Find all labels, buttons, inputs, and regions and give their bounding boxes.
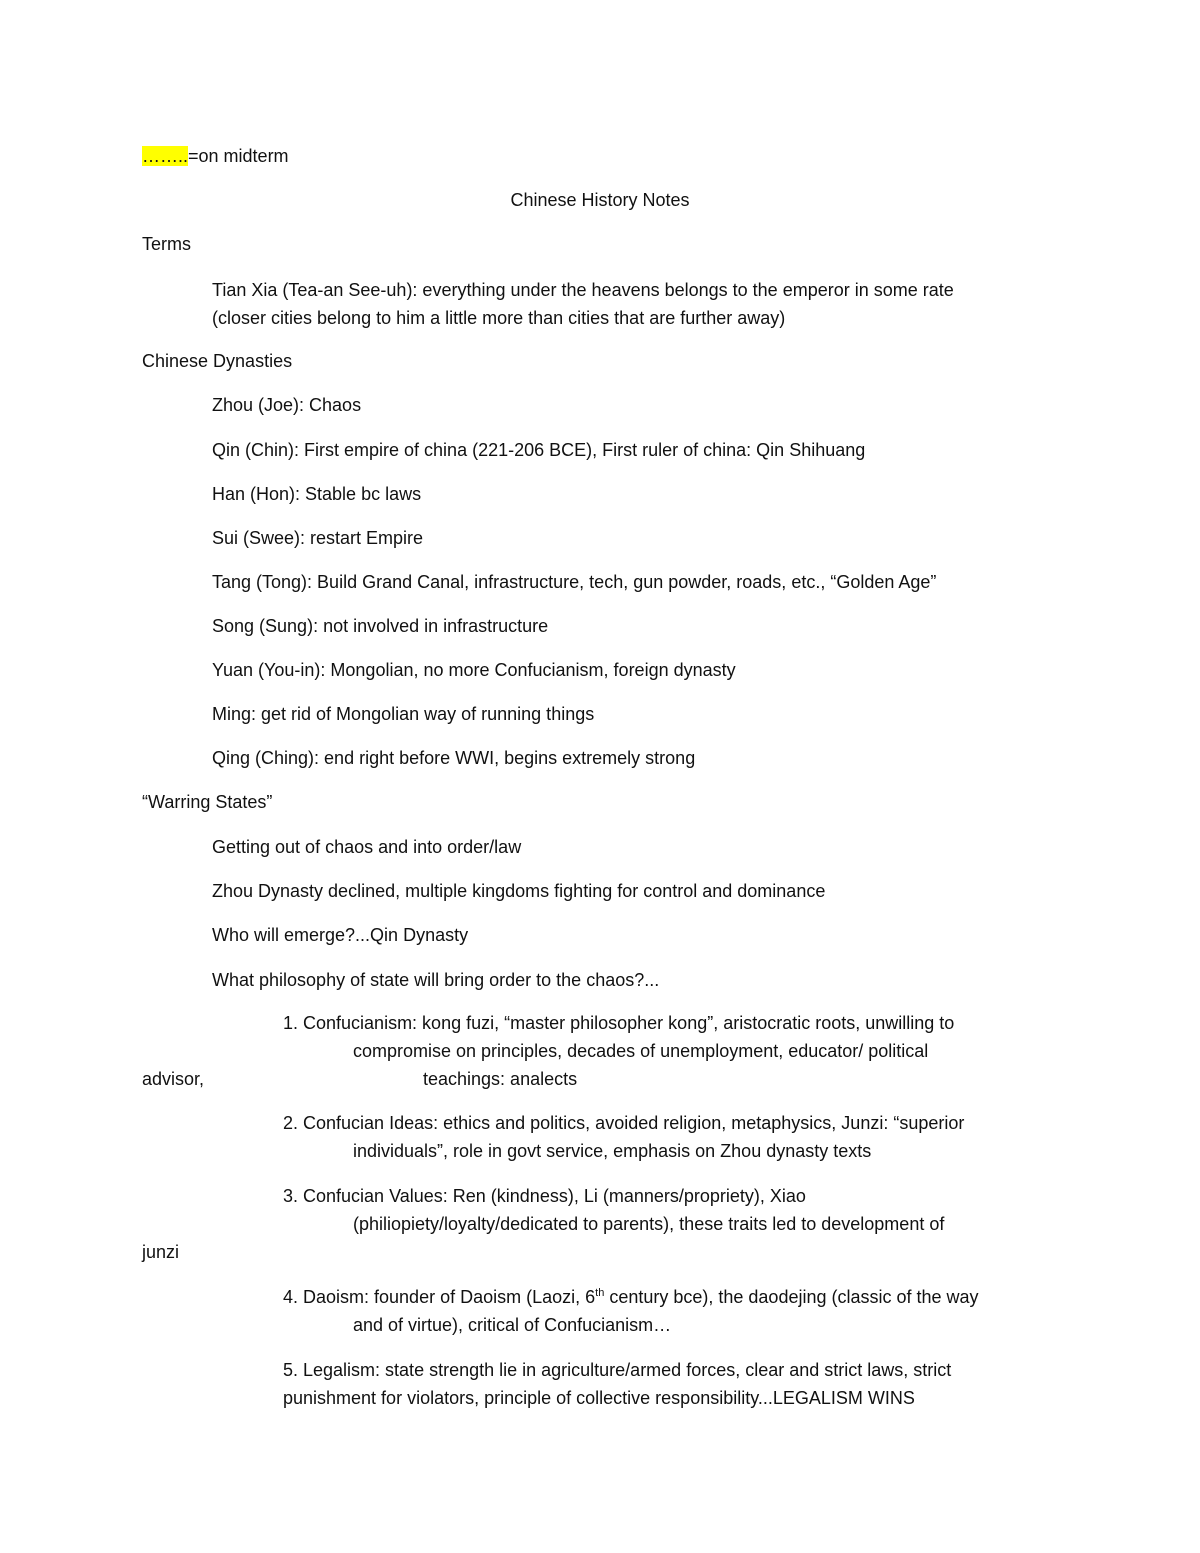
- warring-states-item: Getting out of chaos and into order/law: [212, 837, 522, 857]
- dynasty-item: Ming: get rid of Mongolian way of running things: [212, 704, 595, 724]
- daoism-text-b: century bce), the daodejing (classic of the way: [604, 1287, 979, 1307]
- philosophy-legalism-cont: punishment for violators, principle of collective responsibility...LEGALISM WINS: [283, 1388, 915, 1408]
- dynasty-item: Qin (Chin): First empire of china (221-206 BCE), First ruler of china: Qin Shihuang: [212, 440, 866, 460]
- dynasty-item: Tang (Tong): Build Grand Canal, infrastructure, tech, gun powder, roads, etc., “Golden Age”: [212, 572, 937, 592]
- term-tian-xia: Tian Xia (Tea-an See-uh): everything under the heavens belongs to the emperor in some rate: [212, 280, 954, 300]
- philosophy-daoism: [283, 1285, 979, 1309]
- dynasty-item: Zhou (Joe): Chaos: [212, 395, 362, 415]
- warring-states-item: What philosophy of state will bring order to the chaos?...: [212, 970, 660, 990]
- philosophy-confucian-ideas-cont: individuals”, role in govt service, emphasis on Zhou dynasty texts: [353, 1141, 872, 1161]
- term-tian-xia-continued: (closer cities belong to him a little more than cities that are further away): [212, 308, 786, 328]
- philosophy-legalism: 5. Legalism: state strength lie in agriculture/armed forces, clear and strict laws, strict: [283, 1360, 952, 1380]
- philosophy-confucianism-cont: compromise on principles, decades of unemployment, educator/ political: [353, 1041, 929, 1061]
- philosophy-confucianism: 1. Confucianism: kong fuzi, “master philosopher kong”, aristocratic roots, unwilling to: [283, 1013, 955, 1033]
- dynasty-item: Song (Sung): not involved in infrastructure: [212, 616, 549, 636]
- ordinal-superscript: th: [595, 1287, 605, 1299]
- philosophy-confucianism-cont: advisor,: [142, 1069, 205, 1089]
- philosophy-daoism-cont: and of virtue), critical of Confucianism…: [353, 1315, 672, 1335]
- warring-states-item: Who will emerge?...Qin Dynasty: [212, 925, 469, 945]
- dynasties-heading: Chinese Dynasties: [142, 351, 293, 371]
- dynasty-item: Han (Hon): Stable bc laws: [212, 484, 422, 504]
- dynasty-item: Qing (Ching): end right before WWI, begins extremely strong: [212, 748, 696, 768]
- philosophy-confucian-values: 3. Confucian Values: Ren (kindness), Li (manners/propriety), Xiao: [283, 1186, 806, 1206]
- terms-heading: Terms: [142, 234, 191, 254]
- daoism-text-a: 4. Daoism: founder of Daoism (Laozi, 6: [283, 1287, 596, 1307]
- dynasty-item: Yuan (You-in): Mongolian, no more Confucianism, foreign dynasty: [212, 660, 736, 680]
- highlight-marker: ……..: [142, 146, 189, 166]
- philosophy-confucianism-cont: teachings: analects: [423, 1069, 578, 1089]
- warring-states-heading: “Warring States”: [142, 792, 273, 812]
- dynasty-item: Sui (Swee): restart Empire: [212, 528, 424, 548]
- legend-text: =on midterm: [188, 146, 289, 166]
- philosophy-confucian-ideas: 2. Confucian Ideas: ethics and politics, avoided religion, metaphysics, Junzi: “superior: [283, 1113, 965, 1133]
- philosophy-confucian-values-cont: (philiopiety/loyalty/dedicated to parents), these traits led to development of: [353, 1214, 945, 1234]
- philosophy-confucian-values-cont: junzi: [142, 1242, 180, 1262]
- midterm-legend: [142, 144, 289, 168]
- document-title: Chinese History Notes: [510, 190, 690, 210]
- warring-states-item: Zhou Dynasty declined, multiple kingdoms fighting for control and dominance: [212, 881, 826, 901]
